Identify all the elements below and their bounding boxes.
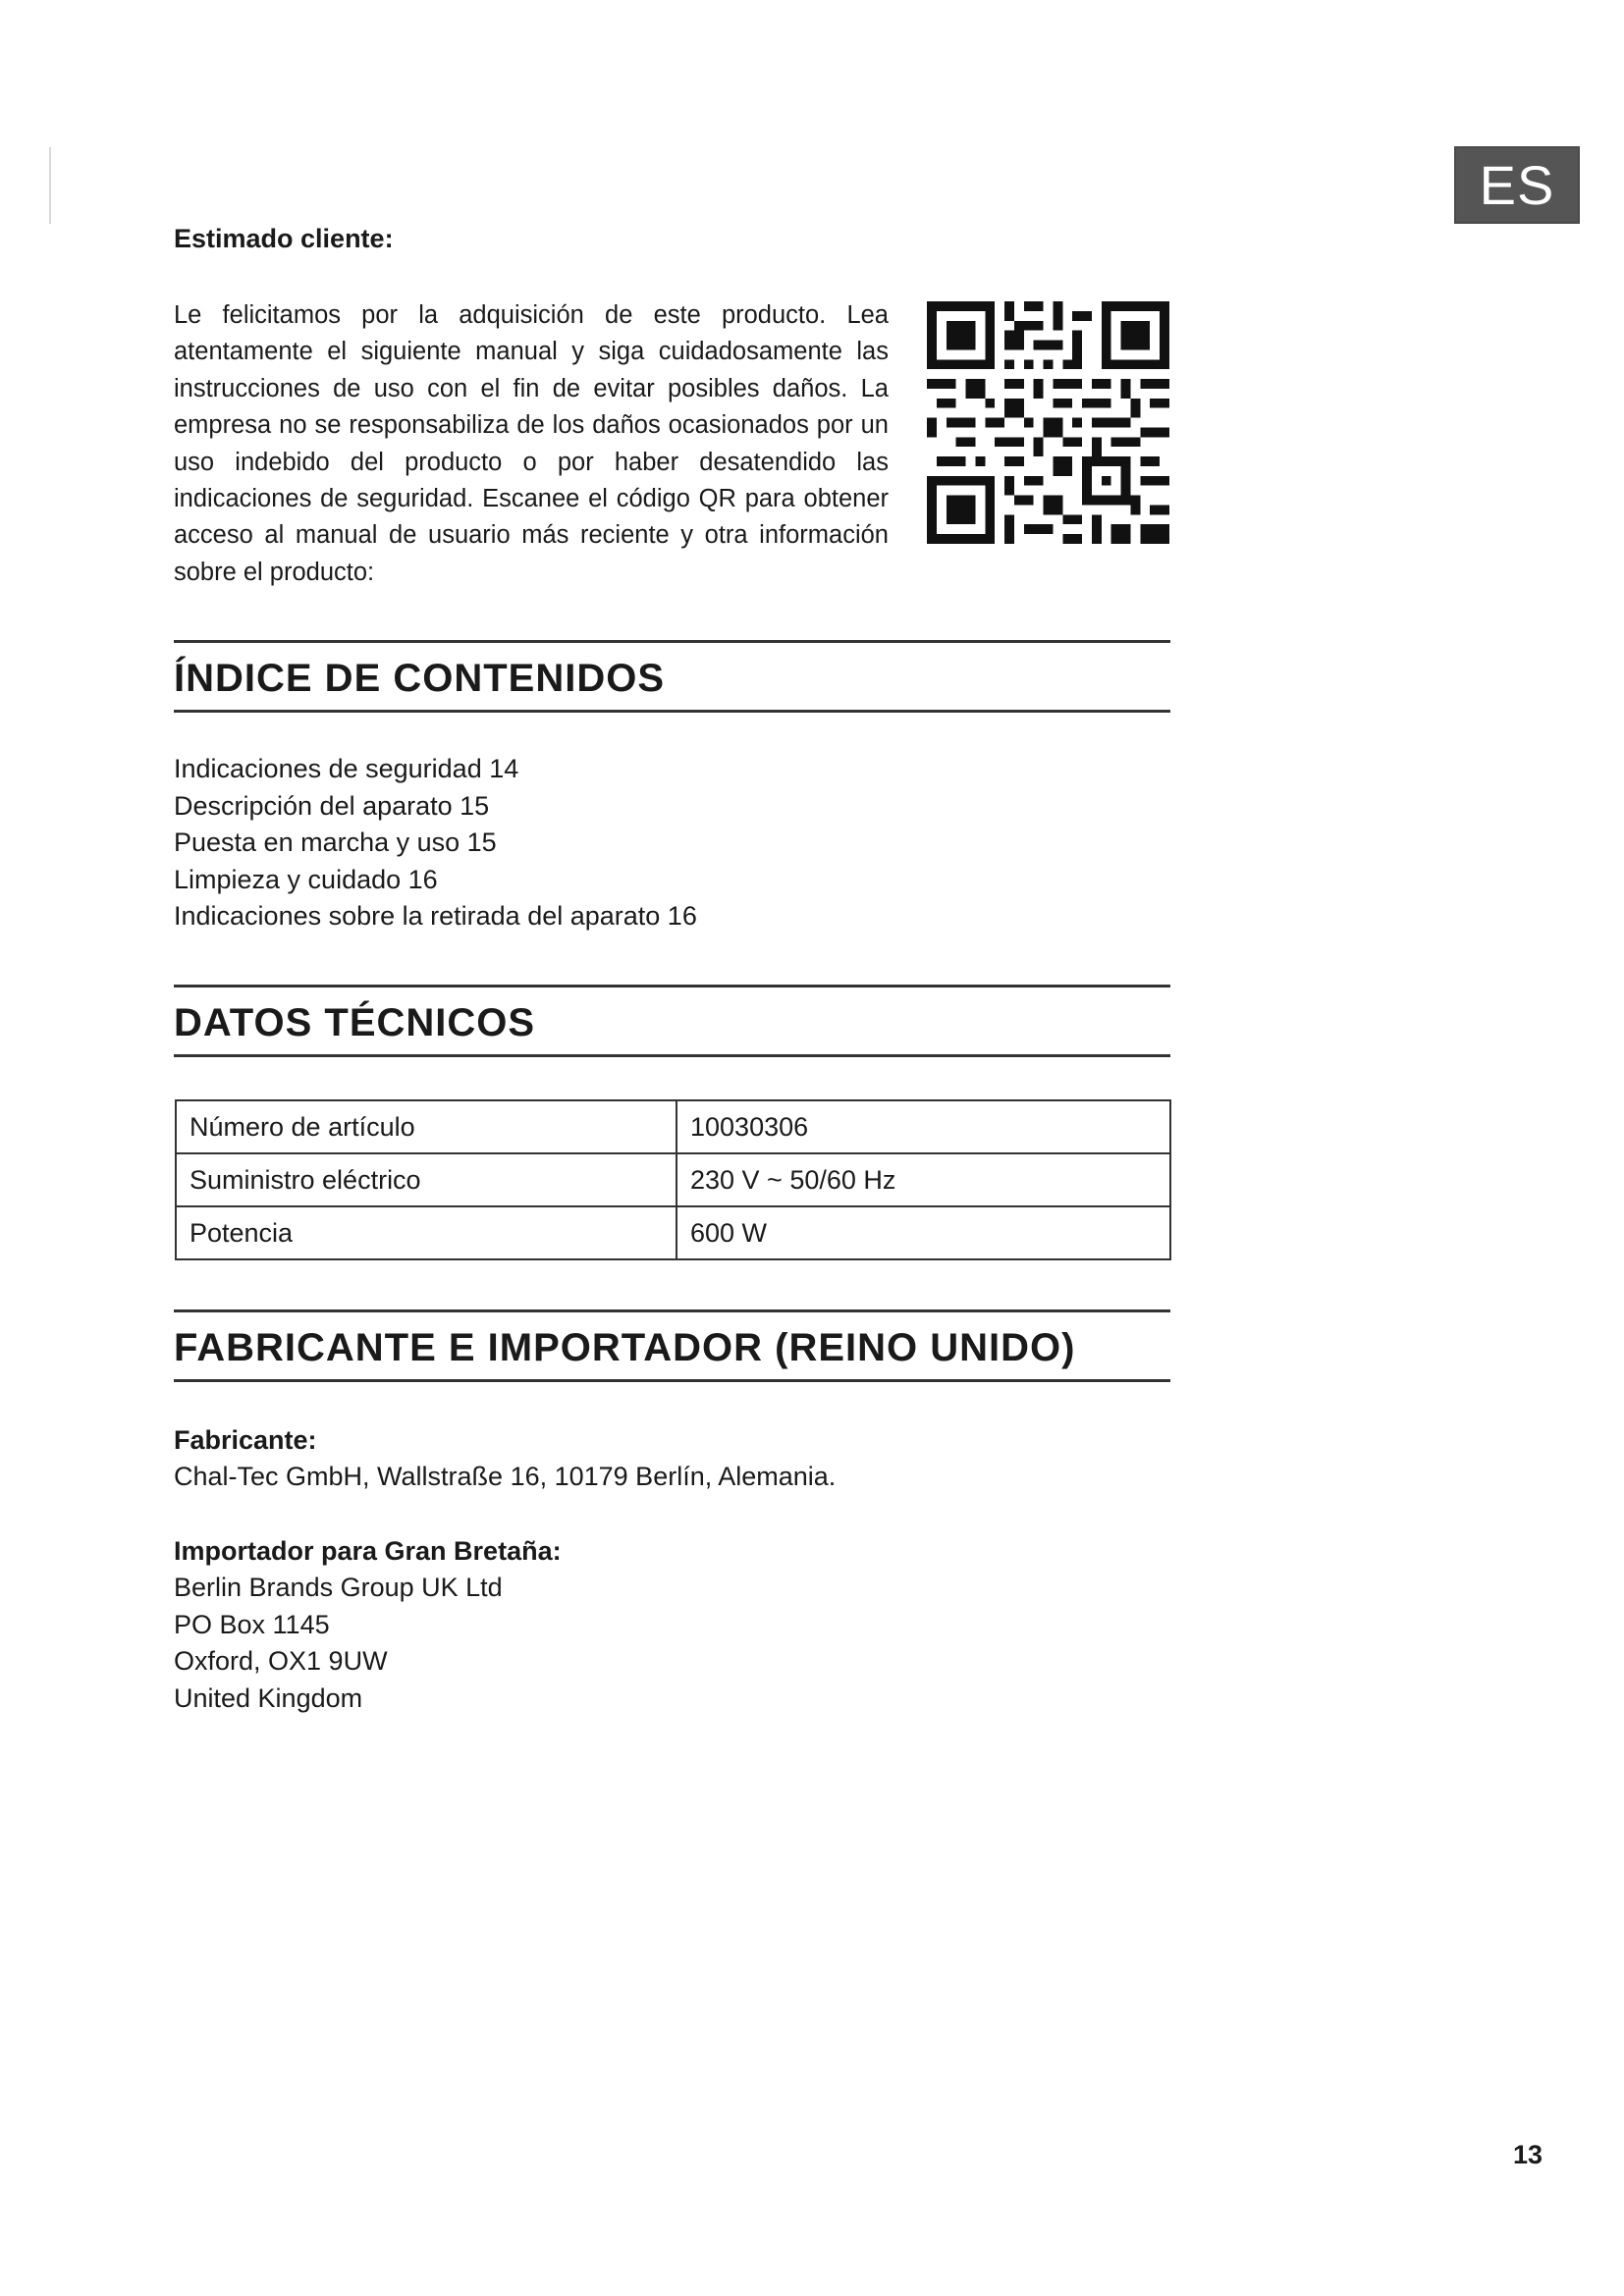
toc-item: Puesta en marcha y uso 15 xyxy=(174,828,497,857)
greeting-heading: Estimado cliente: xyxy=(174,224,394,253)
intro-paragraph xyxy=(174,297,889,591)
table-row xyxy=(176,1100,1170,1153)
address-line: PO Box 1145 xyxy=(174,1609,330,1639)
intro-line: sobre el producto: xyxy=(174,558,375,586)
qr-code-icon[interactable] xyxy=(927,301,1169,544)
toc-item: Limpieza y cuidado 16 xyxy=(174,864,438,894)
toc-item: Indicaciones de seguridad 14 xyxy=(174,754,519,783)
intro-line: empresa no se responsabiliza de los daños ocasionados por xyxy=(174,411,853,440)
toc-list xyxy=(174,751,697,935)
intro-line: un uso indebido del producto o por haber desatendido las xyxy=(174,411,889,476)
toc-section-header xyxy=(174,640,1170,713)
spec-value: 10030306 xyxy=(677,1100,1170,1153)
page-number: 13 xyxy=(1513,2140,1543,2169)
specs-title: DATOS TÉCNICOS xyxy=(174,1001,536,1044)
maker-label: Fabricante: xyxy=(174,1425,317,1455)
address-line: Oxford, OX1 9UW xyxy=(174,1646,388,1676)
table-row xyxy=(176,1206,1170,1259)
intro-line: Le felicitamos por la adquisición de este producto. Lea xyxy=(174,301,889,329)
spec-label: Suministro eléctrico xyxy=(176,1153,677,1206)
toc-title: ÍNDICE DE CONTENIDOS xyxy=(174,657,666,700)
address-line: United Kingdom xyxy=(174,1682,363,1713)
spec-value: 600 W xyxy=(677,1206,1170,1259)
manufacturer-title: FABRICANTE E IMPORTADOR (REINO UNIDO) xyxy=(174,1326,1076,1369)
address-line: Berlin Brands Group UK Ltd xyxy=(174,1573,503,1602)
spec-label: Número de artículo xyxy=(176,1100,677,1153)
intro-line: indicaciones de seguridad. Escanee el código QR para obtener xyxy=(174,485,889,513)
intro-line: acceso al manual de usuario más reciente y otra información xyxy=(174,521,889,550)
table-row xyxy=(176,1153,1170,1206)
importer-address xyxy=(174,1570,503,1717)
intro-line: instrucciones de uso con el fin de evitar posibles daños. La xyxy=(174,374,889,402)
specs-table xyxy=(175,1099,1171,1260)
importer-label: Importador para Gran Bretaña: xyxy=(174,1536,562,1566)
spec-label: Potencia xyxy=(176,1206,677,1259)
toc-item: Indicaciones sobre la retirada del aparato 16 xyxy=(174,901,697,931)
language-badge: ES xyxy=(1454,146,1580,224)
toc-item: Descripción del aparato 15 xyxy=(174,790,490,821)
spec-value: 230 V ~ 50/60 Hz xyxy=(677,1153,1170,1206)
intro-line: atentamente el siguiente manual y siga cuidadosamente las xyxy=(174,338,889,366)
specs-section-header xyxy=(174,985,1170,1057)
margin-rule xyxy=(49,147,51,224)
maker-address: Chal-Tec GmbH, Wallstraße 16, 10179 Berlín, Alemania. xyxy=(174,1462,837,1491)
manufacturer-section-header xyxy=(174,1309,1170,1382)
